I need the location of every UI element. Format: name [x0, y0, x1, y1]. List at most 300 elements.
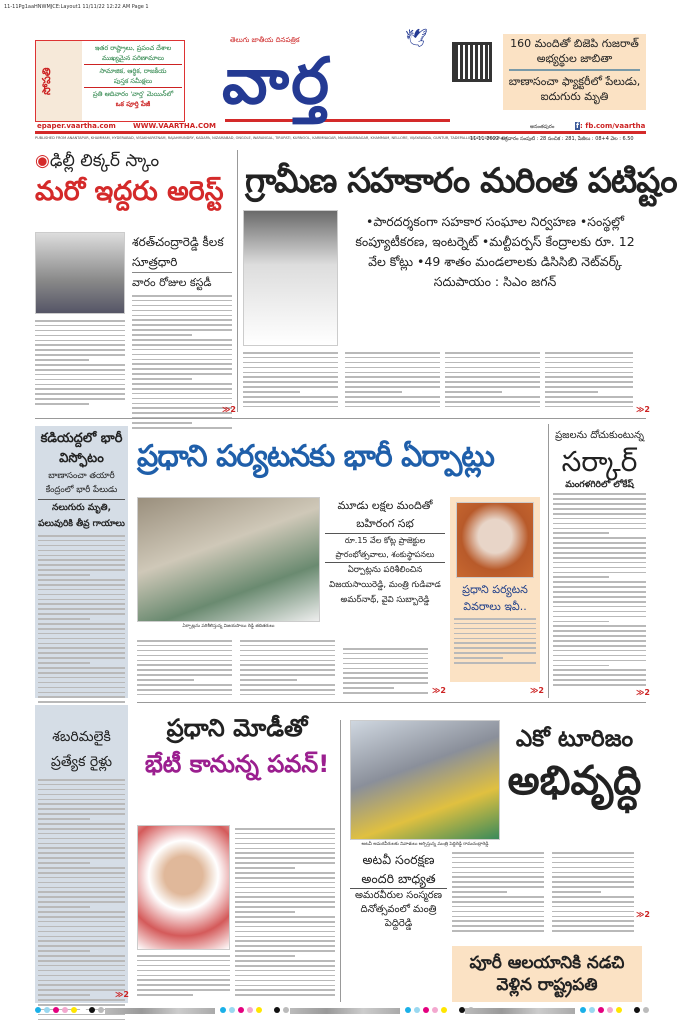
text-line: [545, 362, 633, 364]
text-line: [243, 381, 338, 383]
text-line: [38, 623, 125, 625]
text-line: [132, 398, 232, 400]
text-line: [445, 357, 540, 359]
forest-subhead: అమరవీరుల సంస్మరణ దినోత్సవంలో మంత్రి పెద్దిరెడ్డి: [355, 890, 442, 929]
text-line: [38, 599, 125, 601]
text-line: [137, 664, 232, 666]
text-line: [38, 574, 90, 576]
text-line: [235, 906, 335, 908]
photo-caption: అటవీ అమరవీరులకు నివాళులు అర్పిస్తున్న మంత్రి పెద్దిరెడ్డి రామచంద్రారెడ్డి: [361, 842, 489, 847]
arrangements-photo: [137, 497, 320, 622]
text-line: [38, 911, 125, 913]
text-line: [552, 896, 634, 898]
text-line: [553, 528, 646, 530]
text-line: [132, 329, 232, 331]
text-line: [132, 324, 232, 326]
text-line: [38, 965, 125, 967]
text-line: [137, 994, 193, 996]
pm-subhead-3: ఏర్పాట్లను పరిశీలించిన విజయసాయిరెడ్డి, మంత్రి గుడివాడ అమర్‌నాథ్, వైవి సుబ్బారెడ్డి: [329, 565, 441, 605]
trains-story-box: [35, 705, 128, 1003]
text-line: [445, 401, 540, 403]
text-line: [35, 388, 125, 390]
text-line: [35, 320, 125, 322]
liquor-subhead-2: వారం రోజుల కస్టడీ: [132, 272, 232, 295]
text-line: [552, 891, 601, 893]
text-line: [545, 376, 633, 378]
ad-line: ముఖ్యమైన పరిణామాలు: [101, 54, 165, 62]
text-line: [38, 638, 125, 640]
pm-body: [343, 648, 428, 697]
text-line: [132, 407, 232, 409]
text-line: [137, 970, 230, 972]
liquor-subhead: శరత్‌చంద్రారెడ్డి కీలక సూత్రధారి: [132, 235, 224, 269]
top-story[interactable]: 160 మందితో బిజెపి గుజరాత్ అభ్యర్థుల జాబితా: [510, 37, 639, 65]
text-line: [552, 867, 634, 869]
tagline: తెలుగు జాతీయ దినపత్రిక: [230, 36, 300, 44]
text-line: [35, 335, 125, 337]
text-line: [38, 857, 125, 859]
pawan-body: [235, 828, 335, 999]
grey-bar: [105, 1008, 215, 1014]
text-line: [452, 876, 544, 878]
forest-body: [452, 852, 544, 935]
text-line: [35, 344, 125, 346]
grey-bar: [290, 1008, 400, 1014]
text-line: [137, 655, 232, 657]
continued-marker[interactable]: ≫2: [636, 910, 650, 919]
text-line: [240, 655, 335, 657]
text-line: [132, 393, 232, 395]
text-line: [452, 916, 544, 918]
text-line: [38, 989, 125, 991]
sarkar-subhead: మంగళగిరిలో లోకేష్: [565, 480, 634, 490]
blast-headline[interactable]: కడియద్దలో భారీ విస్ఫోటం: [40, 431, 123, 466]
text-line: [38, 843, 125, 845]
text-line: [243, 372, 338, 374]
text-line: [545, 381, 633, 383]
top-story[interactable]: బాణాసంచా ఫ్యాక్టరీలో పేలుడు, ఐదుగురు మృతి: [508, 75, 641, 103]
pm-details-headline[interactable]: ప్రధాని పర్యటన వివరాలు ఇవీ..: [462, 583, 528, 613]
text-line: [235, 887, 335, 889]
text-line: [38, 579, 125, 581]
text-line: [345, 376, 440, 378]
text-line: [343, 648, 428, 650]
text-line: [38, 789, 125, 791]
lead-deck: •పారదర్శకంగా సహకార సంఘాల నిర్వహణ •సంస్థల్లో కంప్యూటీకరణ, ఇంటర్నెట్ •మల్టీపర్పస్ కేంద్రాలకు రూ. 12 వేల కోట్లు •49 శాతం మండలాలకు డిసిసిబి నెట్‌వర్క్ సదుపాయం : సిఎం జగన్: [355, 214, 635, 289]
text-line: [38, 808, 125, 810]
text-line: [137, 965, 230, 967]
text-line: [35, 393, 125, 395]
text-line: [552, 852, 634, 854]
text-line: [38, 594, 125, 596]
text-line: [452, 852, 544, 854]
text-line: [132, 359, 232, 361]
text-line: [243, 352, 338, 354]
lead-headline[interactable]: గ్రామీణ సహకారం మరింత పటిష్టం: [245, 161, 677, 201]
text-line: [132, 305, 232, 307]
text-line: [240, 684, 335, 686]
text-line: [132, 427, 232, 429]
text-line: [38, 906, 90, 908]
text-line: [38, 852, 125, 854]
president-headline: పూరీ ఆలయానికి నడచి వెళ్లిన రాష్ట్రపతి: [469, 953, 625, 995]
color-registration-marks: [220, 1007, 289, 1013]
text-line: [38, 643, 125, 645]
text-line: [345, 396, 440, 398]
text-line: [235, 926, 335, 928]
text-line: [445, 362, 540, 364]
vaartha-logo: వార్త: [222, 45, 332, 119]
text-line: [545, 367, 633, 369]
text-line: [240, 660, 335, 662]
text-line: [553, 616, 646, 618]
text-line: [452, 925, 544, 927]
text-line: [38, 887, 125, 889]
blast-body: [38, 535, 125, 731]
text-line: [452, 862, 544, 864]
text-line: [545, 352, 633, 354]
grey-bar: [465, 1008, 575, 1014]
text-line: [545, 406, 633, 408]
text-line: [38, 535, 125, 537]
text-line: [38, 564, 125, 566]
text-line: [137, 955, 230, 957]
text-line: [132, 354, 232, 356]
eco-headline-block: [503, 726, 646, 804]
text-line: [552, 857, 634, 859]
pawan-photo: [137, 825, 230, 950]
text-line: [553, 508, 646, 510]
text-line: [454, 638, 536, 640]
text-line: [452, 906, 544, 908]
text-line: [445, 352, 540, 354]
text-line: [345, 401, 440, 403]
text-line: [132, 422, 192, 424]
sarkar-headline[interactable]: సర్కార్: [561, 445, 638, 478]
facebook-link[interactable]: [575, 122, 645, 130]
text-line: [240, 694, 335, 696]
text-line: [553, 665, 609, 667]
text-line: [445, 391, 502, 393]
ad-line: ఇతర రాష్ట్రాలు, ప్రపంచ దేశాల: [94, 44, 172, 52]
text-line: [454, 618, 536, 620]
text-line: [552, 862, 634, 864]
text-line: [137, 694, 232, 696]
text-line: [35, 364, 125, 366]
text-line: [452, 872, 544, 874]
masthead-rule: [35, 131, 646, 134]
pm-body: [137, 640, 232, 699]
text-line: [132, 368, 232, 370]
continued-marker[interactable]: ≫2: [636, 688, 650, 697]
text-line: [553, 625, 646, 627]
text-line: [243, 391, 300, 393]
text-line: [452, 901, 544, 903]
forest-headline[interactable]: అటవీ సంరక్షణ అందరి బాధ్యత: [350, 850, 447, 889]
text-line: [545, 401, 633, 403]
column-rule: [340, 720, 341, 1002]
text-line: [38, 955, 125, 957]
text-line: [243, 362, 338, 364]
text-line: [132, 310, 232, 312]
text-line: [452, 911, 544, 913]
text-line: [38, 550, 125, 552]
text-line: [552, 911, 634, 913]
text-line: [35, 369, 125, 371]
text-line: [38, 540, 125, 542]
text-line: [35, 349, 125, 351]
text-line: [553, 674, 646, 676]
text-line: [452, 896, 544, 898]
continued-marker[interactable]: ≫2: [115, 990, 129, 999]
text-line: [38, 545, 125, 547]
liquor-body: [35, 320, 125, 408]
text-line: [452, 881, 544, 883]
text-line: [343, 677, 428, 679]
text-line: [38, 784, 125, 786]
text-line: [137, 650, 232, 652]
text-line: [452, 886, 544, 888]
liquor-headline[interactable]: మరో ఇద్దరు అరెస్ట్: [35, 175, 224, 207]
text-line: [240, 664, 335, 666]
dateline: 11-11-2022 శుక్రవారం సంపుటి : 28 సంచిక : 281, పేజీలు : 08+4 వెల : 6.50: [470, 136, 634, 142]
dove-icon: 🕊: [405, 28, 428, 49]
text-line: [38, 1004, 125, 1006]
epaper-link[interactable]: epaper.vaartha.com: [37, 122, 116, 130]
text-line: [38, 701, 125, 703]
text-line: [452, 930, 544, 932]
text-line: [38, 950, 90, 952]
text-line: [38, 818, 90, 820]
text-line: [132, 319, 232, 321]
text-line: [38, 872, 125, 874]
text-line: [38, 891, 125, 893]
text-line: [38, 877, 125, 879]
pm-subhead: మూడు లక్షల మందితో బహిరంగ సభ: [325, 497, 445, 534]
text-line: [38, 618, 90, 620]
text-line: [132, 388, 232, 390]
text-line: [445, 406, 540, 408]
text-line: [35, 384, 125, 386]
text-line: [243, 367, 338, 369]
text-line: [553, 679, 646, 681]
text-line: [38, 692, 125, 694]
text-line: [553, 684, 646, 686]
publishing-centers: PUBLISHED FROM ANANTAPUR, KHAMMAM, HYDERABAD, VISAKHAPATNAM, RAJAHMUNDRY, KADAPA, NIZAMABAD, ONGOLE, WARANGAL, TIRUPATI, KURNOOL, KARIMNAGAR, MAHABUBNAGAR, KHAMMAM, NELLORE, VIJAYAWADA, GUNTUR, TADEPALLIGUDEM, SRIKAKULAM: [35, 136, 507, 140]
kicker-text: ఢిల్లీ లిక్కర్ స్కాం: [49, 151, 160, 171]
text-line: [454, 628, 536, 630]
text-line: [235, 892, 335, 894]
president-banner[interactable]: [452, 946, 642, 1002]
text-line: [38, 803, 125, 805]
eco-headline-1[interactable]: ఎకో టూరిజం: [515, 726, 634, 752]
text-line: [38, 677, 125, 679]
text-line: [137, 975, 230, 977]
text-line: [235, 867, 295, 869]
text-line: [137, 689, 232, 691]
ad-side-logo: సోపతి: [36, 41, 82, 121]
text-line: [235, 857, 335, 859]
text-line: [38, 828, 125, 830]
color-registration-marks: [580, 1007, 649, 1013]
text-line: [552, 906, 634, 908]
text-line: [445, 396, 540, 398]
column-rule: [548, 424, 549, 698]
text-line: [345, 406, 440, 408]
text-line: [35, 325, 125, 327]
text-line: [343, 682, 428, 684]
cm-jagan-photo: [243, 210, 338, 346]
text-line: [345, 367, 440, 369]
pm-details-body: [454, 618, 536, 667]
text-line: [137, 684, 232, 686]
text-line: [553, 493, 646, 495]
text-line: [35, 374, 125, 376]
text-line: [132, 412, 232, 414]
text-line: [345, 357, 440, 359]
text-line: [35, 379, 125, 381]
blast-story-box: [35, 426, 128, 698]
text-line: [240, 669, 335, 671]
blast-subhead: బాణాసంచా తయారీ కేంద్రంలో భారీ పేలుడు: [38, 469, 125, 500]
text-line: [553, 552, 646, 554]
text-line: [345, 386, 440, 388]
trains-headline[interactable]: శబరిమలైకి ప్రత్యేక రైళ్లు: [50, 729, 113, 770]
record-icon: ◉: [35, 151, 50, 171]
text-line: [243, 401, 338, 403]
text-line: [38, 569, 125, 571]
text-line: [38, 813, 125, 815]
continued-marker[interactable]: ≫2: [636, 405, 650, 414]
text-line: [35, 340, 125, 342]
text-line: [38, 999, 125, 1001]
text-line: [235, 955, 295, 957]
text-line: [235, 945, 335, 947]
top-stories-box[interactable]: [503, 34, 646, 110]
text-line: [38, 970, 125, 972]
text-line: [38, 980, 125, 982]
text-line: [235, 970, 335, 972]
text-line: [235, 852, 335, 854]
text-line: [553, 586, 646, 588]
text-line: [35, 330, 125, 332]
text-line: [235, 916, 335, 918]
text-line: [553, 596, 646, 598]
text-line: [445, 376, 540, 378]
text-line: [38, 667, 125, 669]
forest-headline-block: [350, 850, 447, 931]
pm-visit-headline[interactable]: ప్రధాని పర్యటనకు భారీ ఏర్పాట్లు: [137, 439, 494, 474]
text-line: [552, 872, 634, 874]
text-line: [38, 687, 125, 689]
text-line: [38, 921, 125, 923]
photo-caption: ఏర్పాట్లను పరిశీలిస్తున్న విజయసాయి రెడ్డి తదితరులు: [182, 624, 275, 629]
text-line: [235, 896, 335, 898]
text-line: [552, 916, 634, 918]
text-line: [345, 372, 440, 374]
text-line: [454, 633, 536, 635]
lead-body: [243, 352, 338, 411]
text-line: [452, 920, 544, 922]
text-line: [137, 989, 230, 991]
text-line: [235, 950, 335, 952]
text-line: [35, 354, 125, 356]
text-line: [38, 901, 125, 903]
text-line: [132, 363, 232, 365]
text-line: [38, 613, 125, 615]
pawan-headline-2[interactable]: భేటీ కానున్న పవన్!: [144, 749, 330, 778]
pawan-body: [137, 955, 230, 999]
text-line: [137, 674, 232, 676]
qr-code-icon[interactable]: [452, 42, 492, 82]
text-line: [38, 672, 125, 674]
text-line: [243, 376, 338, 378]
forest-body: [552, 852, 634, 935]
modi-photo: [456, 502, 534, 578]
text-line: [454, 657, 503, 659]
text-line: [545, 386, 633, 388]
text-line: [137, 984, 230, 986]
text-line: [553, 547, 646, 549]
text-line: [243, 406, 338, 408]
text-line: [132, 383, 232, 385]
eco-headline-2[interactable]: అభివృద్ధి: [507, 758, 642, 805]
ad-line: సామాజిక, ఆర్థిక, రాజకీయ: [99, 67, 167, 75]
pm-subhead-2: రూ.15 వేల కోట్ల ప్రాజెక్టుల ప్రారంభోత్సవాలు, శంకుస్థాపనలు: [325, 534, 445, 563]
facebook-icon: f: [576, 122, 580, 130]
text-line: [235, 965, 335, 967]
sopathi-ad[interactable]: [35, 40, 185, 122]
pawan-headline-1[interactable]: ప్రధాని మోడీతో: [166, 714, 308, 742]
ad-highlight: ఒక పూర్తి పేజీ: [115, 100, 151, 108]
text-line: [38, 589, 125, 591]
text-line: [132, 300, 232, 302]
text-line: [553, 532, 609, 534]
liquor-kicker[interactable]: [35, 152, 233, 172]
text-line: [235, 960, 335, 962]
continued-marker[interactable]: ≫2: [530, 686, 544, 695]
text-line: [235, 838, 335, 840]
pm-details-box: [450, 497, 540, 682]
text-line: [553, 635, 646, 637]
text-line: [38, 682, 125, 684]
text-line: [38, 833, 125, 835]
text-line: [38, 984, 125, 986]
text-line: [452, 867, 544, 869]
text-line: [240, 674, 335, 676]
text-line: [445, 367, 540, 369]
text-line: [132, 349, 232, 351]
text-line: [137, 679, 194, 681]
text-line: [235, 921, 335, 923]
text-line: [343, 672, 428, 674]
text-line: [553, 567, 646, 569]
section-rule: [137, 702, 646, 703]
text-line: [452, 891, 507, 893]
sarkar-kicker: ప్రజలను దోచుకుంటున్న: [555, 430, 644, 441]
continued-marker[interactable]: ≫2: [432, 686, 446, 695]
edition-label: అనంతపురం: [530, 124, 555, 130]
text-line: [38, 555, 125, 557]
text-line: [454, 647, 536, 649]
continued-marker[interactable]: ≫2: [222, 405, 236, 414]
text-line: [343, 653, 428, 655]
text-line: [35, 398, 125, 400]
text-line: [545, 357, 633, 359]
ad-line: పుస్తక సమీక్షలు: [113, 77, 153, 85]
website-link[interactable]: WWW.VAARTHA.COM: [133, 122, 216, 130]
text-line: [454, 642, 536, 644]
